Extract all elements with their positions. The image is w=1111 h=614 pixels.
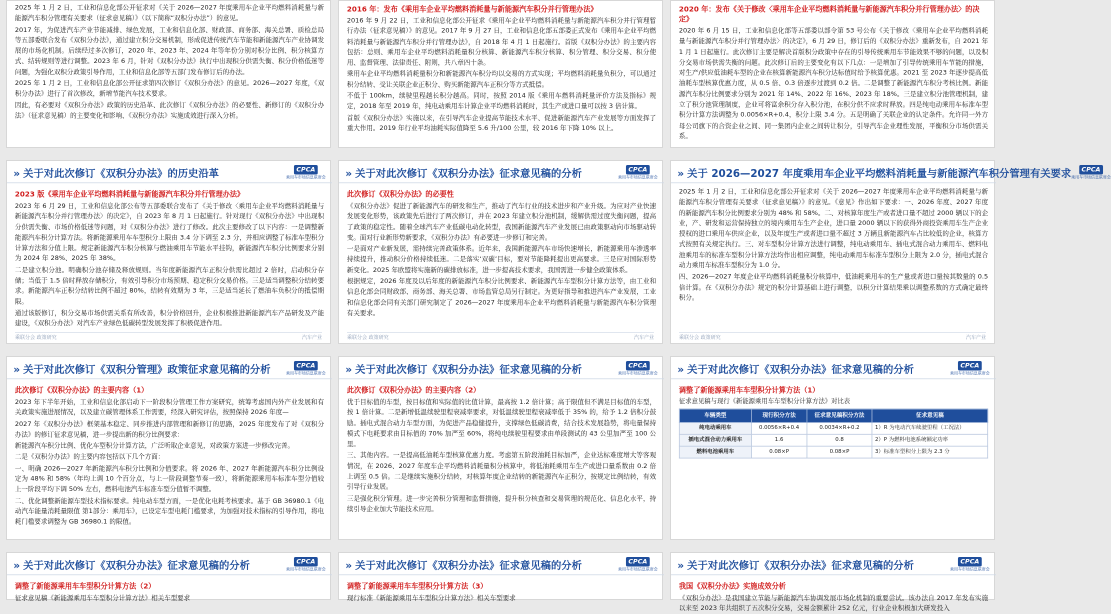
slide-8[interactable] (338, 356, 663, 540)
slide-6-para-1: 2025 年 1 月 2 日，工业和信息化部公开征求对《关于 2026—2027 年度乘用车企业平均燃料消耗量与新能源汽车积分管理有关要求（征求意见稿）》的意见。《意见》作出如下要求：一、2026 年度、2027 年度的新能源汽车积分比例要求分别为 48% 和 58%。二、对核算年度生产或者进口量不超过 2000 辆以下的企业，产、研发和运营保持独立的境内乘用车生产企业，进口量 2000 辆以下的获得外商投资乘用车生产企业授权的进口乘用车供应企业，以及年度生产或者进口量不超过 3 万辆且新能源汽车占比较低的企业，核算方式按照有关规定执行。三、对车型积分计算方法进行调整，纯电动乘用车、插电式混合动力乘用车、燃料电池乘用车的标准车型积分计算方法均作出相应调整，纯电动乘用车标准车型积分上限为 2.0 分，插电式混合动力乘用车标准车型积分为 1.0 分。 (678, 187, 989, 269)
chevron-right-icon: » (677, 364, 685, 377)
slide-3-subhead: 2020 年：发布《关于修改〈乘用车企业平均燃料消耗量与新能源汽车积分并行管理办法〉的决定》 (678, 5, 980, 24)
slide-7-para-3: 新能源汽车积分比例、优化车型积分计算方法，广泛听取企业意见，对政策方案进一步修改完善。 (14, 441, 295, 450)
cpca-logo: CPCA 乘用车市场信息联席会 (1071, 165, 1111, 181)
cpca-logo: CPCA 乘用车市场信息联席会 (286, 165, 326, 181)
slide-1-para-1: 2025 年 1 月 2 日，工业和信息化部公开征求对《关于 2026—2027 年度乘用车企业平均燃料消耗量与新能源汽车积分管理有关要求（征求意见稿）》（以下简称“双积分办法”）的意见。 (14, 3, 325, 22)
slide-2-subhead: 2016 年：发布《乘用车企业平均燃料消耗量与新能源汽车积分并行管理办法》 (346, 5, 598, 14)
cpca-logo: CPCA 乘用车市场信息联席会 (618, 557, 658, 573)
slide-4-footer: 乘联分会 政策研究 汽车产业 (15, 332, 322, 341)
slide-2-para-1: 2016 年 9 月 22 日，工业和信息化部公开征求《乘用车企业平均燃料消耗量与新能源汽车积分并行管理暂行办法（征求意见稿）》的意见。2017 年 9 月 27 日，工业和信息化部五部委正式发布《乘用车企业平均燃料消耗量与新能源汽车积分并行管理办法》，自 2018 年 4 月 1 日起施行。首版《双积分办法》的主要内容包括：总则、乘用车企业平均燃料消耗量积分核算、新能源汽车积分核算、积分管理、积分交易、积分使用、监督管理、法律责任、附则，共八章四十条。 (346, 16, 657, 67)
slide-1-para-2: 2017 年，为促进汽车产业节能减排、绿色发展，工业和信息化部、财政部、商务部、海关总署、质检总局等五部委联合发布《双积分办法》，通过建立积分交易机制，形成促进传统汽车节能和新能源汽车产业协调发展的市场化机制。后续经过多次修订，2020 年、2023 年、2024 年等年份分别对积分比例、积分核算方式、结转规则等进行调整。2023 年 6 月，针对《双积分办法》执行中出现积分供需失衡、积分价格低迷等问题，为强化双积分政策引导作用，工业和信息化部等五部门发布修订后的办法。 (14, 25, 325, 76)
slide-6-header (671, 161, 1111, 183)
slide-11-subhead: 调整了新能源乘用车车型积分计算方法（3） (346, 583, 488, 592)
slide-2-para-4: 首版《双积分办法》实施以来，在引导汽车企业提高节能技术水平、促进新能源汽车产业发展等方面发挥了重大作用。2019 年行业平均油耗实际值降至 5.6 升/100 公里，较 2016 年下降 10% 以上。 (346, 113, 657, 132)
slide-7-para-2: 2027 年《双积分办法》框架基本稳定、同步推进内部管理和新修订的思路，2025 年度发布了对《双积分办法》的修订征求意见稿，进一步提出新的积分比例要求： (14, 419, 325, 438)
slide-8-para-3: 三是强化积分管理。进一步完善积分管理和监督措施，提升积分核查和交易管理的规范化、信息化水平，持续引导企业加大节能技术应用。 (346, 493, 657, 513)
slide-9[interactable] (670, 356, 995, 540)
slide-11[interactable] (338, 552, 663, 600)
slide-1-para-3: 2025 年 1 月 2 日，工业和信息化部公开征求第四次修订《双积分办法》的意见。2026—2027 年度，《双积分办法》进行了首次修改，新增节能汽车技术要求。 (14, 78, 325, 98)
slide-8-header (339, 357, 664, 379)
slide-7-para-1: 2023 年下半年开始，工业和信息化部启动下一阶段积分管理工作方案研究，统筹考虑国内外产业发展和有关政策实施进展情况，以及建立碳管理体系工作需要，经深入研究评估，按照保持 2026 年度— (14, 397, 325, 416)
slide-5-header (339, 161, 664, 183)
slide-9-header (671, 357, 996, 379)
slide-4-subhead: 2023 版《乘用车企业平均燃料消耗量与新能源汽车积分并行管理办法》 (14, 191, 245, 200)
slide-7-title: 关于对此次修订《双积分管理》政策征求意见稿的分析 (23, 364, 271, 377)
slide-5-para-2: 一是面对产业新发展，需持续完善政策体系。近年来，我国新能源汽车市场快速增长，新能源乘用车渗透率持续提升，推动积分价格持续低迷。二是落实‘双碳’目标，要对节能降耗提出更高要求。三是应对国际形势新变化。2025 年欧盟将实施新的碳排放标准，进一步提高技术要求，我国需进一步健全政策体系。 (346, 244, 657, 274)
slide-10-title: 关于对此次修订《双积分办法》征求意见稿的分析 (23, 560, 250, 573)
chevron-right-icon: » (345, 364, 353, 377)
slide-10-header (7, 553, 332, 575)
slide-4-para-1: 2023 年 6 月 29 日，工业和信息化部公布等五部委联合发布了《关于修改〈乘用车企业平均燃料消耗量与新能源汽车积分并行管理办法〉的决定》，自 2023 年 8 月 1 日起施行。针对现行《双积分办法》中出现积分供需失衡、市场价格低迷等问题，对《双积分办法》进行了修改。此次主要修改了以下内容：一是调整新能源汽车积分计算方法。将新能源乘用车车型积分上限由 3.4 分下调至 2.3 分，并相应调整了标准车型积分计算方法和分值上限。规定新能源汽车积分核算与燃油乘用车节能水平挂钩，新能源汽车积分比例要求分别为 2024 年 28%、2025 年 38%。 (14, 201, 325, 262)
slide-11-header (339, 553, 664, 575)
chevron-right-icon: » (13, 168, 21, 181)
slide-12-title: 关于对此次修订《双积分办法》征求意见稿的分析 (687, 560, 914, 573)
slide-5-title: 关于对此次修订《双积分办法》征求意见稿的分析 (355, 168, 582, 181)
slide-8-para-2: 三、其他内容。一是提高低油耗车型核算优惠力度。考虑第五阶段油耗目标加严，企业达标难度增大等客观情况，在 2026、2027 年度车企平均燃料消耗量积分核算中，将低油耗乘用车生产或进口量系数由 0.2 倍上调至 0.5 倍。二是继续实施积分结转，对核算年度企业结转的新能源汽车正积分，按规定比例结转，有效引导行业发展。 (346, 450, 657, 491)
slide-4-title: 关于对此次修订《双积分办法》的历史沿革 (23, 168, 219, 181)
slide-11-para-1: 现行标准《新能源乘用车车型积分计算方法》相关车型要求 (346, 593, 516, 602)
slide-11-title: 关于对此次修订《双积分办法》征求意见稿的分析 (355, 560, 582, 573)
slide-10[interactable] (6, 552, 331, 600)
slide-3-para-1: 2020 年 6 月 15 日，工业和信息化部等五部委以部令第 53 号公布《关于修改〈乘用车企业平均燃料消耗量与新能源汽车积分并行管理办法〉的决定》，6 月 29 日，修订后的《双积分办法》重新发布，自 2021 年 1 月 1 日起施行。此次修订主要是解决首版积分政策中存在的引导传统乘用车节能效果不够的问题，以及积分交易市场供需失衡的问题。此次修订后的主要变化有以下几点：一是增加了引导传统乘用车节能的措施，对生产/供应低油耗车型的企业在核算新能源汽车积分达标值时给予核算优惠。2021 至 2023 年逐步提高低油耗车型核算优惠力度，从 0.5 倍、0.3 倍逐步过渡到 0.2 倍。二是调整了新能源汽车积分考核比例。新能源汽车积分比例要求分别为 2021 年 14%、2022 年 16%、2023 年 18%。三是建立积分池管理机制，建立了积分池管理制度，企业可将富余积分存入积分池，在积分供不应求时释放。四是纯电动乘用车标准车型积分计算方法调整为 0.0056×R+0.4，积分上限 3.4 分。五是明确了关联企业的认定条件。允许同一外方母公司旗下的合资企业之间、同一集团内企业之间转让积分，引导汽车企业理性发展，平衡积分市场供需关系。 (678, 26, 989, 140)
cpca-logo: CPCA 乘用车市场信息联席会 (950, 557, 990, 573)
slide-2-para-2: 乘用车企业平均燃料消耗量积分和新能源汽车积分均以交易的方式实现；平均燃料消耗量负积分，可以通过积分结转、受让关联企业正积分、购买新能源汽车正积分等方式抵偿。 (346, 69, 657, 88)
cpca-logo: CPCA 乘用车市场信息联席会 (286, 361, 326, 377)
chevron-right-icon: » (13, 364, 21, 377)
chevron-right-icon: » (13, 560, 21, 573)
cpca-logo: CPCA 乘用车市场信息联席会 (618, 165, 658, 181)
integral-table (679, 409, 988, 459)
table-header: 征求意见稿积分方法 (807, 409, 872, 422)
slide-6[interactable] (670, 160, 1111, 344)
slide-6-footer: 乘联分会 政策研究 汽车产业 (679, 332, 986, 341)
slide-5-footer: 乘联分会 政策研究 汽车产业 (347, 332, 654, 341)
slide-5-para-1: 《双积分办法》促进了新能源汽车的研发和生产，推动了汽车行业的技术进步和产业升级。为应对产业快速发展变化形势，该政策先后进行了两次修订，并在 2023 年建立积分池机制，缓解供需过度失衡问题，提高了政策的稳定性。随着全球汽车产业低碳电动化转型，我国新能源汽车产业发展已由政策驱动向市场驱动转变。面对行业新形势新要求，《双积分办法》有必要进一步修订和完善。 (346, 201, 657, 241)
slide-3[interactable] (670, 0, 995, 148)
slide-4-para-2: 二是建立积分池。明确积分池存储及释放规则。当年度新能源汽车正积分供需比超过 2 倍时，启动积分存储；当低于 1.5 倍时释放存储积分，有效引导积分市场预期、稳定积分交易价格。三是适当调整积分结转要求。新能源汽车正积分结转比例不超过 80%，结转有效期为 3 年，三是适当延长了燃油车负积分的抵偿期限。 (14, 265, 325, 305)
slide-12-para-1: 《双积分办法》是我国建立节能与新能源汽车协调发展市场化机制的重要尝试。该办法自 2017 年发布实施以来至 2023 年共组织了五次积分交易，交易金额累计 252 亿元，行业企业积极加大研发投入 (678, 593, 989, 612)
slide-5-subhead: 此次修订《双积分办法》的必要性 (346, 191, 454, 200)
chevron-right-icon: » (677, 560, 685, 573)
slide-9-table-caption: 征求意见稿与现行《新能源乘用车车型积分计算方法》对比表 (678, 397, 851, 405)
slide-12[interactable] (670, 552, 995, 612)
slide-9-subhead: 调整了新能源乘用车车型积分计算方法（1） (678, 387, 820, 396)
slide-9-title: 关于对此次修订《双积分办法》征求意见稿的分析 (687, 364, 914, 377)
slide-8-title: 关于对此次修订《双积分办法》征求意见稿的分析 (355, 364, 582, 377)
slide-7-subhead: 此次修订《双积分办法》的主要内容（1） (14, 387, 149, 396)
slide-1-para-4: 因此，有必要对《双积分办法》政策的历史沿革、此次修订《双积分办法》的必要性、新修订的《双积分办法》（征求意见稿）的主要变化和影响、《双积分办法》实施成效进行深入分析。 (14, 100, 325, 119)
slide-2-para-3: 不低于 100km，续驶里程越长积分越高。同时，按照 2014 版《乘用车燃料消耗量评价方法及指标》规定，2018 年至 2019 年，纯电动乘用车计算企业平均燃料消耗时，其生产或进口量可以按 3 倍计算。 (346, 91, 657, 110)
table-header: 现行积分方法 (751, 409, 806, 422)
cpca-logo: CPCA 乘用车市场信息联席会 (286, 557, 326, 573)
table-header: 征求意见稿 (872, 409, 988, 422)
table-header: 车辆类型 (679, 409, 751, 422)
slide-4[interactable] (6, 160, 331, 344)
cpca-logo: CPCA 乘用车市场信息联席会 (618, 361, 658, 377)
slide-2[interactable] (338, 0, 663, 148)
table-row: 纯电动乘用车 0.0056×R+0.4 0.0034×R+0.2 1）R 为电动汽车续驶里程（工况法） (679, 422, 987, 434)
slide-1[interactable] (6, 0, 331, 148)
chevron-right-icon: » (345, 168, 353, 181)
slide-10-subhead: 调整了新能源乘用车车型积分计算方法（2） (14, 583, 156, 592)
slide-7-header (7, 357, 332, 379)
slide-6-title: 关于 2026—2027 年度乘用车企业平均燃料消耗量与新能源汽车积分管理有关要求 (687, 168, 1072, 181)
chevron-right-icon: » (677, 168, 685, 181)
slide-5[interactable] (338, 160, 663, 344)
slide-10-para-1: 征求意见稿《新能源乘用车车型积分计算方法》相关车型要求 (14, 593, 191, 602)
slide-8-subhead: 此次修订《双积分办法》的主要内容（2） (346, 387, 481, 396)
chevron-right-icon: » (345, 560, 353, 573)
slide-8-para-1: 优于目标值的车型，按目标值和实际值的比值计算，最高按 1.2 倍计算；高于限值但不满足目标值的车型，按 1 倍计算。二是新增低温续驶里程衰减率要求，对低温续驶里程衰减率低于 35% 的，给予 1.2 倍积分鼓励。插电式混合动力车型方面，为促进产品稳健提升，支撑绿色低碳消费，结合技术发展趋势，将电量保持模式下电耗要求由目标值的 70% 加严至 60%，将纯电续驶里程要求由单段测试的 43 公里加严至 100 公里。 (346, 397, 657, 448)
slide-6-para-2: 四、2026—2027 年度企业平均燃料消耗量积分核算中，低油耗乘用车的生产量或者进口量按其数量的 0.5 倍计算。在《双积分办法》规定的积分计算基础上进行调整，以积分计算结果乘以调整系数的方式确定最终积分。 (678, 272, 989, 302)
slide-4-header (7, 161, 332, 183)
slide-7-para-4: 二是《双积分办法》的主要内容包括以下几个方面： (14, 452, 165, 461)
cpca-logo: CPCA 乘用车市场信息联席会 (950, 361, 990, 377)
table-row: 插电式混合动力乘用车 1.6 0.8 2）P 为燃料电池系统额定功率 (679, 434, 987, 446)
slide-12-header (671, 553, 996, 575)
slide-7[interactable] (6, 356, 331, 540)
slide-5-para-3: 根据规定，2026 年度及以后年度的新能源汽车积分比例要求、新能源汽车车型积分计算方法等，由工业和信息化部会同财政部、商务部、海关总署、市场监管总局另行制定。为更好指导和推进汽车产业发展，工业和信息化部会同有关部门研究制定了 2026—2027 年度乘用车企业平均燃料消耗量与新能源汽车积分管理有关要求。 (346, 276, 657, 317)
slide-4-para-3: 通过该版修订，积分交易市场供需关系有所改善，积分价格回升，企业积极推进新能源汽车产品研发及产能建设，《双积分办法》对汽车产业绿色低碳转型发展发挥了积极促进作用。 (14, 308, 325, 327)
slide-12-subhead: 我国《双积分办法》实施成效分析 (678, 583, 786, 592)
table-row: 燃料电池乘用车 0.08×P 0.08×P 3）标准车型积分上限为 2.3 分 (679, 446, 987, 458)
slide-7-para-5: 一、明确 2026—2027 年新能源汽车积分比例和分值要求。将 2026 年、2027 年新能源汽车积分比例设定为 48% 和 58%（年均上调 10 个百分点，与上一阶段调整节奏一致），将新能源乘用车标准车型分值较上一阶段平均下调 50% 左右，燃料电池汽车标准车型分值暂不调整。 (14, 463, 325, 493)
slide-7-para-6: 二、优化调整新能源车型技术指标要求。纯电动车型方面，一是优化电耗考核要求。基于 GB 36980.1《电动汽车能量消耗量限值 第1部分：乘用车》，已设定车型电耗门槛要求，为加强对技术指标的引导作用，将电耗门槛要求调整为 GB 36980.1 的限值。 (14, 496, 325, 526)
